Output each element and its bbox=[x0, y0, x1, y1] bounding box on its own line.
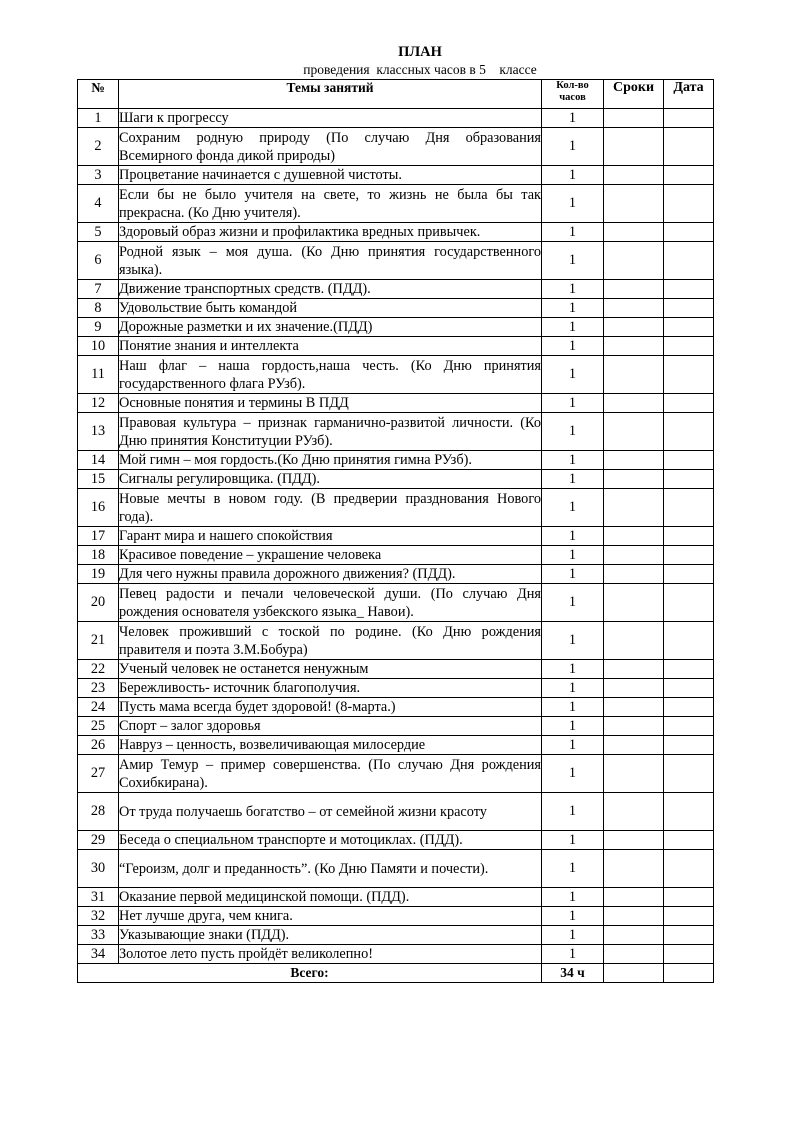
row-date bbox=[664, 128, 714, 166]
row-number: 16 bbox=[78, 489, 119, 527]
row-number: 13 bbox=[78, 413, 119, 451]
row-terms bbox=[604, 413, 664, 451]
row-terms bbox=[604, 223, 664, 242]
row-topic: Если бы не было учителя на свете, то жизнь не была бы так прекрасна. (Ко Дню учителя). bbox=[119, 186, 541, 221]
row-date bbox=[664, 109, 714, 128]
row-date bbox=[664, 755, 714, 793]
row-terms bbox=[604, 356, 664, 394]
header-hours-line2: часов bbox=[559, 92, 586, 103]
row-topic: Понятие знания и интеллекта bbox=[119, 337, 542, 356]
table-row bbox=[78, 318, 714, 337]
lesson-plan-table bbox=[77, 79, 714, 983]
table-row bbox=[78, 565, 714, 584]
row-hours: 1 bbox=[542, 907, 604, 926]
row-hours: 1 bbox=[542, 337, 604, 356]
row-hours: 1 bbox=[542, 166, 604, 185]
row-topic: От труда получаешь богатство – от семейной жизни красоту bbox=[119, 793, 542, 831]
row-topic: Бережливость- источник благополучия. bbox=[119, 679, 542, 698]
row-topic: Шаги к прогрессу bbox=[119, 109, 542, 128]
row-number: 6 bbox=[78, 242, 119, 280]
row-hours: 1 bbox=[542, 223, 604, 242]
row-topic: Новые мечты в новом году. (В предверии празднования Нового года). bbox=[119, 490, 541, 525]
document-title: ПЛАН bbox=[398, 44, 442, 60]
row-terms bbox=[604, 565, 664, 584]
row-topic: Оказание первой медицинской помощи. (ПДД). bbox=[119, 888, 542, 907]
row-topic: Спорт – залог здоровья bbox=[119, 717, 542, 736]
row-number: 3 bbox=[78, 166, 119, 185]
table-row bbox=[78, 527, 714, 546]
row-terms bbox=[604, 489, 664, 527]
row-number: 26 bbox=[78, 736, 119, 755]
row-terms bbox=[604, 318, 664, 337]
row-hours: 1 bbox=[542, 888, 604, 907]
row-number: 21 bbox=[78, 622, 119, 660]
row-number: 7 bbox=[78, 280, 119, 299]
row-hours: 1 bbox=[542, 945, 604, 964]
row-topic: Амир Темур – пример совершенства. (По случаю Дня рождения Сохибкирана). bbox=[119, 756, 541, 791]
row-number: 29 bbox=[78, 831, 119, 850]
row-topic: “Героизм, долг и преданность”. (Ко Дню Памяти и почести). bbox=[119, 850, 542, 888]
header-hours-line1: Кол-во bbox=[556, 80, 589, 91]
row-date bbox=[664, 831, 714, 850]
total-date-cell bbox=[664, 964, 714, 983]
row-date bbox=[664, 793, 714, 831]
row-number: 20 bbox=[78, 584, 119, 622]
row-topic: Гарант мира и нашего спокойствия bbox=[119, 527, 542, 546]
row-topic: Навруз – ценность, возвеличивающая милосердие bbox=[119, 736, 542, 755]
row-hours: 1 bbox=[542, 565, 604, 584]
row-topic: Мой гимн – моя гордость.(Ко Дню принятия гимна РУзб). bbox=[119, 451, 542, 470]
table-row bbox=[78, 793, 714, 831]
table-row bbox=[78, 185, 714, 223]
row-topic: Красивое поведение – украшение человека bbox=[119, 546, 542, 565]
row-number: 22 bbox=[78, 660, 119, 679]
row-number: 4 bbox=[78, 185, 119, 223]
row-terms bbox=[604, 128, 664, 166]
row-hours: 1 bbox=[542, 489, 604, 527]
row-terms bbox=[604, 337, 664, 356]
row-date bbox=[664, 527, 714, 546]
table-row bbox=[78, 717, 714, 736]
row-terms bbox=[604, 698, 664, 717]
row-hours: 1 bbox=[542, 679, 604, 698]
row-terms bbox=[604, 584, 664, 622]
row-topic: Здоровый образ жизни и профилактика вредных привычек. bbox=[119, 223, 542, 242]
row-hours: 1 bbox=[542, 926, 604, 945]
row-date bbox=[664, 356, 714, 394]
row-date bbox=[664, 318, 714, 337]
row-number: 17 bbox=[78, 527, 119, 546]
row-date bbox=[664, 546, 714, 565]
table-row bbox=[78, 166, 714, 185]
row-hours: 1 bbox=[542, 831, 604, 850]
row-date bbox=[664, 679, 714, 698]
row-topic: Указывающие знаки (ПДД). bbox=[119, 926, 542, 945]
row-terms bbox=[604, 242, 664, 280]
table-row bbox=[78, 356, 714, 394]
row-terms bbox=[604, 166, 664, 185]
total-hours: 34 ч bbox=[542, 964, 604, 983]
row-hours: 1 bbox=[542, 698, 604, 717]
row-terms bbox=[604, 622, 664, 660]
row-terms bbox=[604, 527, 664, 546]
row-terms bbox=[604, 831, 664, 850]
row-hours: 1 bbox=[542, 470, 604, 489]
row-date bbox=[664, 945, 714, 964]
table-row bbox=[78, 660, 714, 679]
document-subtitle: проведения классных часов в 5 классе bbox=[303, 62, 537, 77]
row-number: 10 bbox=[78, 337, 119, 356]
row-terms bbox=[604, 185, 664, 223]
row-hours: 1 bbox=[542, 185, 604, 223]
row-date bbox=[664, 451, 714, 470]
row-number: 15 bbox=[78, 470, 119, 489]
row-terms bbox=[604, 907, 664, 926]
row-date bbox=[664, 907, 714, 926]
table-row bbox=[78, 394, 714, 413]
table-row bbox=[78, 831, 714, 850]
row-topic: Сохраним родную природу (По случаю Дня образования Всемирного фонда дикой природы) bbox=[119, 129, 541, 164]
row-topic: Для чего нужны правила дорожного движения? (ПДД). bbox=[119, 565, 542, 584]
row-date bbox=[664, 394, 714, 413]
table-row bbox=[78, 489, 714, 527]
row-terms bbox=[604, 793, 664, 831]
header-hours bbox=[542, 80, 604, 109]
table-header-row bbox=[78, 80, 714, 109]
header-date: Дата bbox=[664, 80, 714, 109]
row-hours: 1 bbox=[542, 546, 604, 565]
row-date bbox=[664, 242, 714, 280]
row-topic: Золотое лето пусть пройдёт великолепно! bbox=[119, 945, 542, 964]
total-label: Всего: bbox=[78, 964, 542, 983]
row-number: 9 bbox=[78, 318, 119, 337]
row-date bbox=[664, 717, 714, 736]
row-topic: Процветание начинается с душевной чистоты. bbox=[119, 166, 542, 185]
table-row bbox=[78, 109, 714, 128]
table-row bbox=[78, 926, 714, 945]
table-row bbox=[78, 679, 714, 698]
row-topic: Правовая культура – признак гарманично-развитой личности. (Ко Дню принятия Конституции РУзб). bbox=[119, 414, 541, 449]
row-date bbox=[664, 299, 714, 318]
row-hours: 1 bbox=[542, 299, 604, 318]
row-hours: 1 bbox=[542, 736, 604, 755]
table-row bbox=[78, 470, 714, 489]
row-topic: Беседа о специальном транспорте и мотоциклах. (ПДД). bbox=[119, 831, 542, 850]
row-date bbox=[664, 413, 714, 451]
row-hours: 1 bbox=[542, 755, 604, 793]
row-date bbox=[664, 223, 714, 242]
row-number: 30 bbox=[78, 850, 119, 888]
row-topic: Основные понятия и термины В ПДД bbox=[119, 394, 542, 413]
row-date bbox=[664, 470, 714, 489]
row-number: 28 bbox=[78, 793, 119, 831]
row-date bbox=[664, 489, 714, 527]
row-date bbox=[664, 337, 714, 356]
row-date bbox=[664, 736, 714, 755]
row-hours: 1 bbox=[542, 622, 604, 660]
row-date bbox=[664, 888, 714, 907]
row-terms bbox=[604, 660, 664, 679]
row-number: 1 bbox=[78, 109, 119, 128]
row-number: 11 bbox=[78, 356, 119, 394]
table-row bbox=[78, 698, 714, 717]
row-terms bbox=[604, 299, 664, 318]
table-row bbox=[78, 242, 714, 280]
row-number: 25 bbox=[78, 717, 119, 736]
row-number: 18 bbox=[78, 546, 119, 565]
table-row bbox=[78, 280, 714, 299]
row-topic: Ученый человек не останется ненужным bbox=[119, 660, 542, 679]
row-topic: Наш флаг – наша гордость,наша честь. (Ко Дню принятия государственного флага РУзб). bbox=[119, 357, 541, 392]
row-terms bbox=[604, 679, 664, 698]
row-terms bbox=[604, 394, 664, 413]
row-topic: Пусть мама всегда будет здоровой! (8-марта.) bbox=[119, 698, 542, 717]
header-topics: Темы занятий bbox=[119, 80, 542, 109]
row-number: 32 bbox=[78, 907, 119, 926]
row-terms bbox=[604, 888, 664, 907]
row-topic: Дорожные разметки и их значение.(ПДД) bbox=[119, 318, 542, 337]
row-hours: 1 bbox=[542, 850, 604, 888]
row-topic: Человек проживший с тоской по родине. (Ко Дню рождения правителя и поэта З.М.Бобура) bbox=[119, 623, 541, 658]
table-row bbox=[78, 584, 714, 622]
row-hours: 1 bbox=[542, 584, 604, 622]
row-number: 33 bbox=[78, 926, 119, 945]
row-hours: 1 bbox=[542, 451, 604, 470]
row-date bbox=[664, 698, 714, 717]
table-row bbox=[78, 622, 714, 660]
header-terms: Сроки bbox=[604, 80, 664, 109]
row-hours: 1 bbox=[542, 660, 604, 679]
row-hours: 1 bbox=[542, 394, 604, 413]
row-topic: Певец радости и печали человеческой души. (По случаю Дня рождения основателя узбекского языка_ Навои). bbox=[119, 585, 541, 620]
row-date bbox=[664, 850, 714, 888]
header-number: № bbox=[78, 80, 119, 109]
row-terms bbox=[604, 850, 664, 888]
row-date bbox=[664, 166, 714, 185]
table-row bbox=[78, 337, 714, 356]
row-topic: Движение транспортных средств. (ПДД). bbox=[119, 280, 542, 299]
table-row bbox=[78, 755, 714, 793]
row-number: 27 bbox=[78, 755, 119, 793]
table-row bbox=[78, 945, 714, 964]
row-terms bbox=[604, 926, 664, 945]
row-hours: 1 bbox=[542, 717, 604, 736]
row-terms bbox=[604, 470, 664, 489]
table-row bbox=[78, 907, 714, 926]
row-hours: 1 bbox=[542, 128, 604, 166]
row-terms bbox=[604, 109, 664, 128]
row-date bbox=[664, 660, 714, 679]
row-number: 14 bbox=[78, 451, 119, 470]
row-number: 24 bbox=[78, 698, 119, 717]
row-terms bbox=[604, 717, 664, 736]
row-hours: 1 bbox=[542, 793, 604, 831]
row-date bbox=[664, 584, 714, 622]
row-number: 23 bbox=[78, 679, 119, 698]
row-date bbox=[664, 280, 714, 299]
table-row bbox=[78, 451, 714, 470]
row-topic: Сигналы регулировщика. (ПДД). bbox=[119, 470, 542, 489]
row-terms bbox=[604, 280, 664, 299]
row-number: 19 bbox=[78, 565, 119, 584]
row-number: 8 bbox=[78, 299, 119, 318]
row-hours: 1 bbox=[542, 242, 604, 280]
row-number: 5 bbox=[78, 223, 119, 242]
table-body bbox=[78, 109, 714, 964]
table-row bbox=[78, 299, 714, 318]
row-number: 31 bbox=[78, 888, 119, 907]
row-topic: Нет лучше друга, чем книга. bbox=[119, 907, 542, 926]
row-terms bbox=[604, 755, 664, 793]
table-row bbox=[78, 850, 714, 888]
row-hours: 1 bbox=[542, 356, 604, 394]
row-topic: Удовольствие быть командой bbox=[119, 299, 542, 318]
table-row bbox=[78, 888, 714, 907]
row-hours: 1 bbox=[542, 413, 604, 451]
total-row bbox=[78, 964, 714, 983]
table-row bbox=[78, 128, 714, 166]
row-hours: 1 bbox=[542, 527, 604, 546]
row-topic: Родной язык – моя душа. (Ко Дню принятия государственного языка). bbox=[119, 243, 541, 278]
table-row bbox=[78, 736, 714, 755]
row-terms bbox=[604, 546, 664, 565]
table-row bbox=[78, 546, 714, 565]
row-date bbox=[664, 622, 714, 660]
row-date bbox=[664, 185, 714, 223]
row-terms bbox=[604, 451, 664, 470]
row-number: 2 bbox=[78, 128, 119, 166]
total-terms-cell bbox=[604, 964, 664, 983]
row-date bbox=[664, 565, 714, 584]
row-date bbox=[664, 926, 714, 945]
row-hours: 1 bbox=[542, 280, 604, 299]
row-terms bbox=[604, 945, 664, 964]
row-terms bbox=[604, 736, 664, 755]
table-row bbox=[78, 223, 714, 242]
row-hours: 1 bbox=[542, 109, 604, 128]
row-hours: 1 bbox=[542, 318, 604, 337]
table-row bbox=[78, 413, 714, 451]
row-number: 34 bbox=[78, 945, 119, 964]
row-number: 12 bbox=[78, 394, 119, 413]
